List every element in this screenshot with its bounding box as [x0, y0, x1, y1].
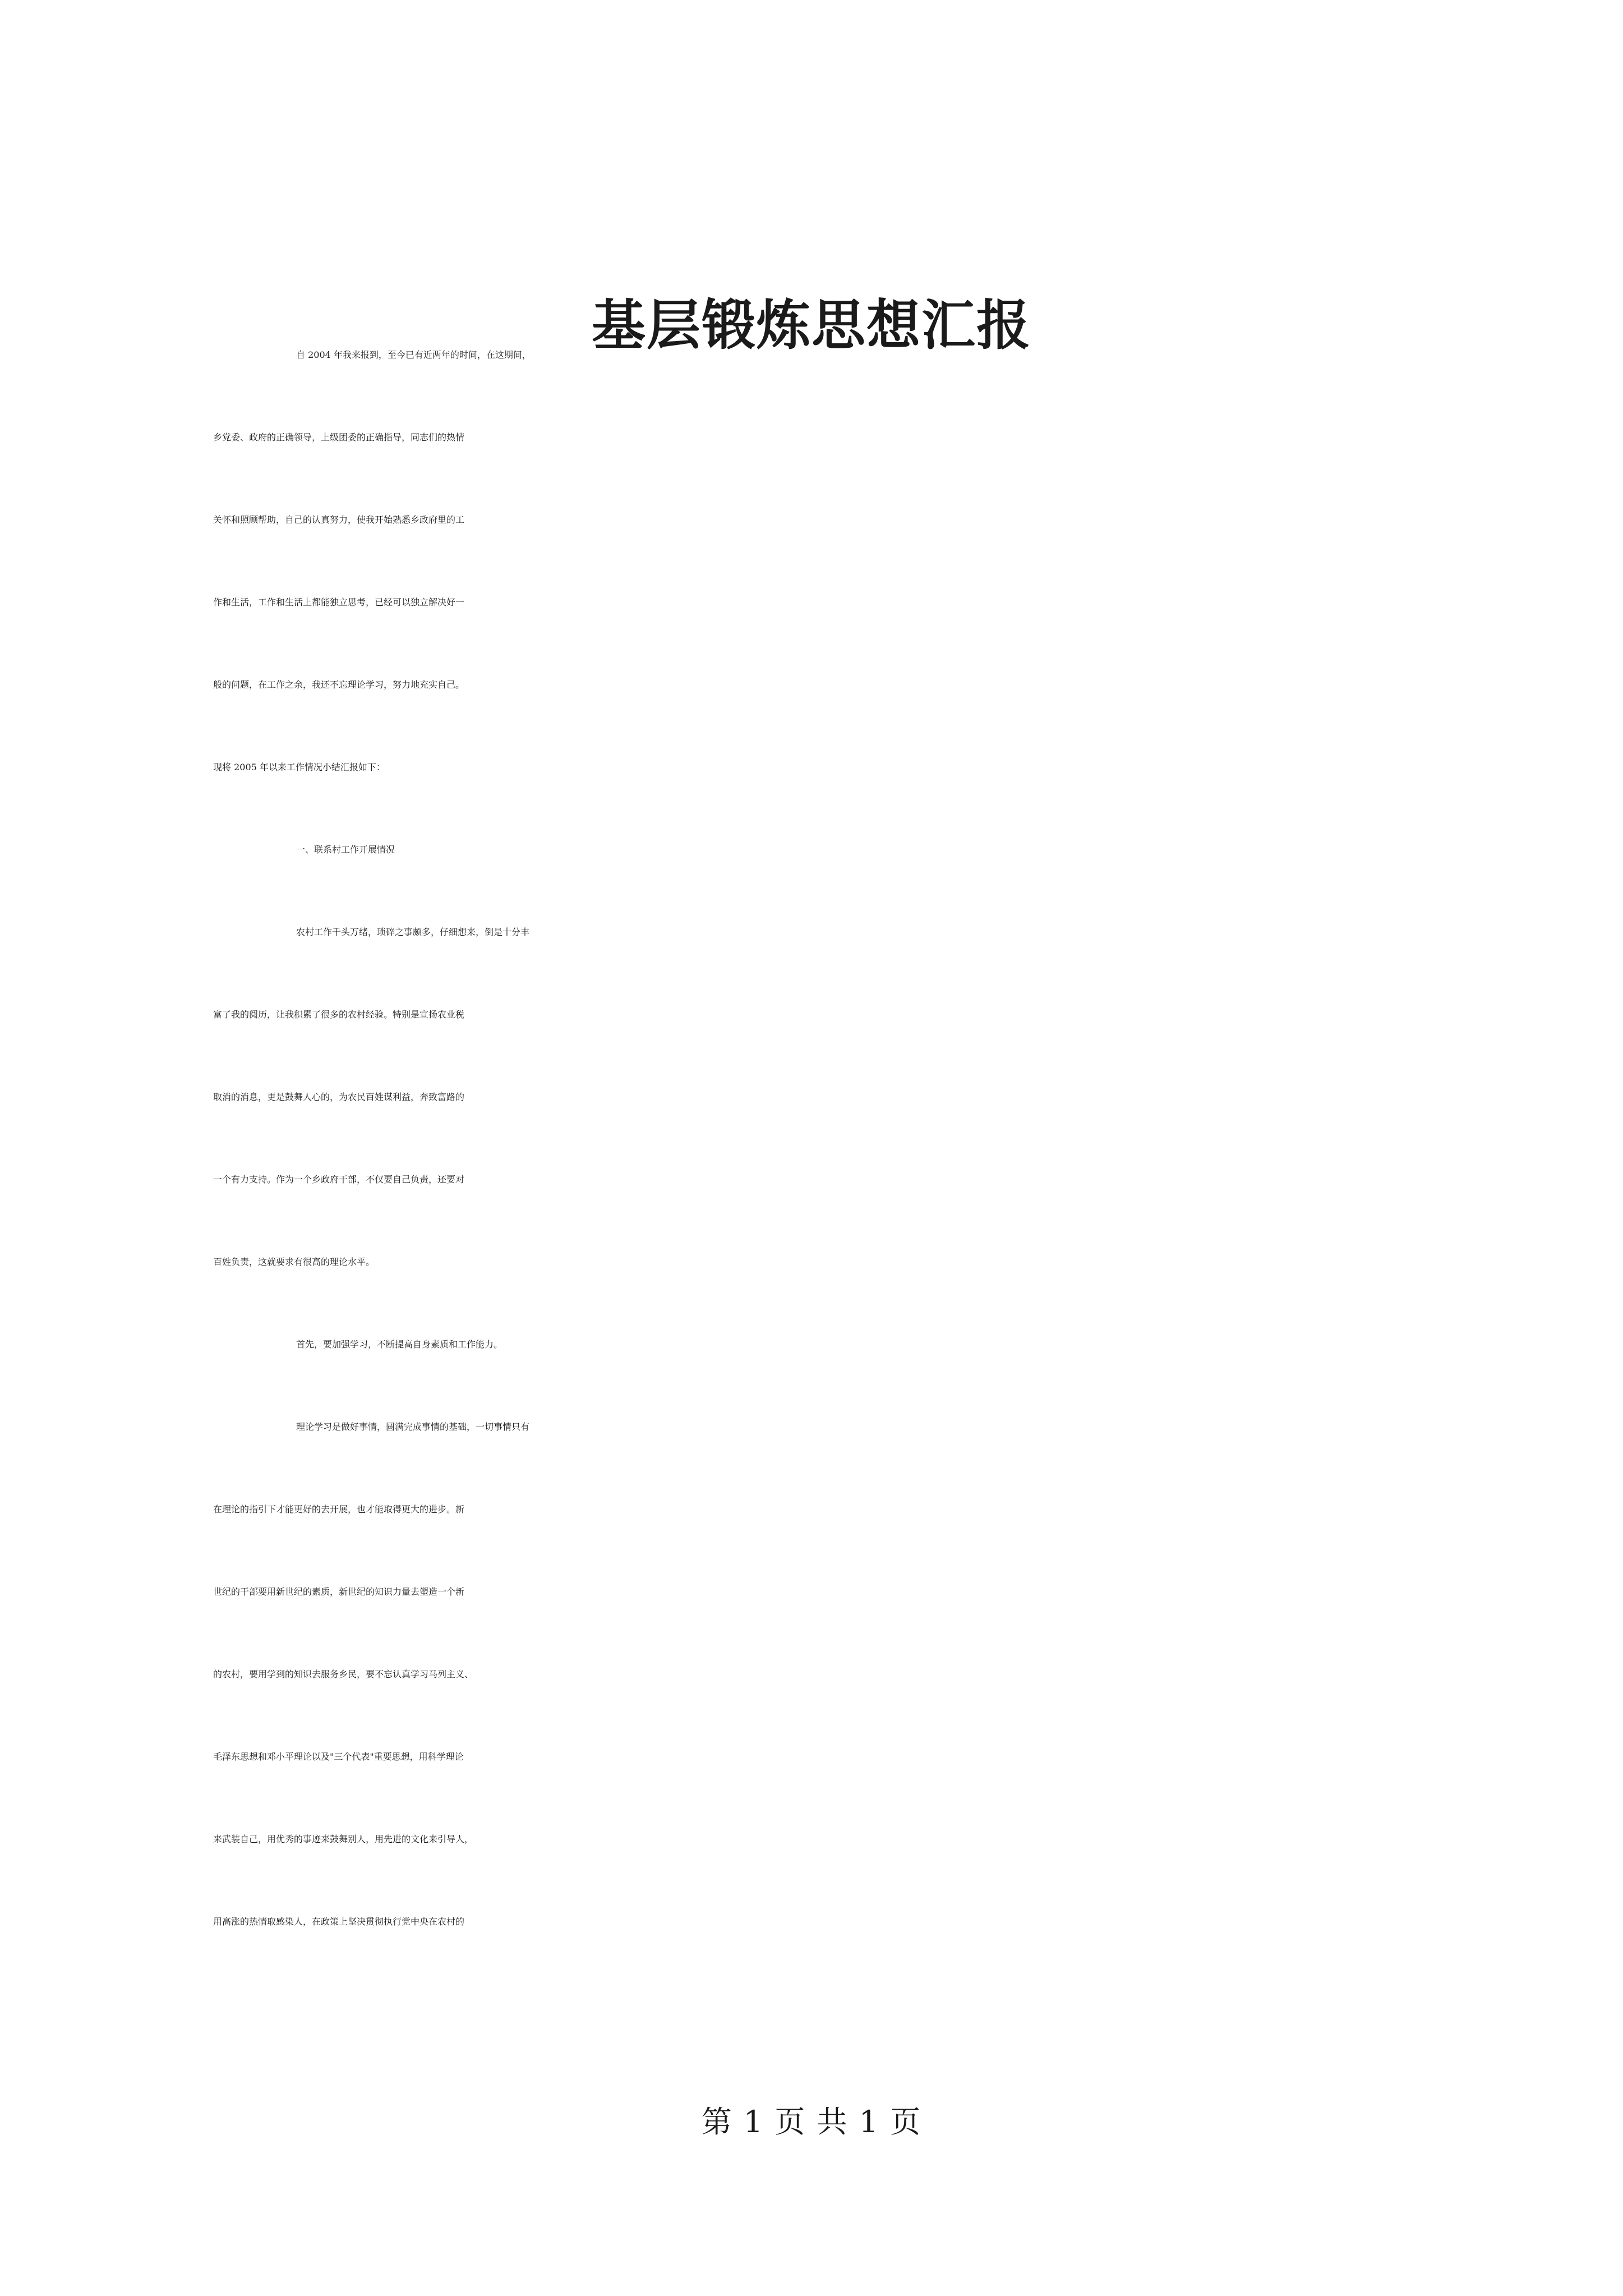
body-line: 的农村，要用学到的知识去服务乡民，要不忘认真学习马列主义、	[213, 1669, 474, 1680]
body-line: 首先，要加强学习，不断提高自身素质和工作能力。	[296, 1339, 503, 1350]
page-footer: 第 1 页 共 1 页	[701, 2104, 922, 2139]
body-line: 关怀和照顾帮助，自己的认真努力，使我开始熟悉乡政府里的工	[213, 514, 465, 525]
body-line: 一个有力支持。作为一个乡政府干部，不仅要自己负责，还要对	[213, 1174, 465, 1185]
body-line: 在理论的指引下才能更好的去开展，也才能取得更大的进步。新	[213, 1504, 465, 1515]
body-line: 百姓负责，这就要求有很高的理论水平。	[213, 1257, 375, 1267]
body-line: 现将 2005 年以来工作情况小结汇报如下：	[213, 762, 385, 772]
body-line: 用高涨的热情取感染人，在政策上坚决贯彻执行党中央在农村的	[213, 1916, 465, 1927]
document-body	[213, 348, 1413, 1997]
body-line: 般的问题，在工作之余，我还不忘理论学习，努力地充实自己。	[213, 679, 465, 690]
body-line: 取消的消息，更是鼓舞人心的，为农民百姓谋利益，奔致富路的	[213, 1092, 465, 1102]
body-line: 作和生活，工作和生活上都能独立思考，已经可以独立解决好一	[213, 597, 465, 608]
body-line: 世纪的干部要用新世纪的素质，新世纪的知识力量去塑造一个新	[213, 1586, 465, 1597]
body-line: 农村工作千头万绪，琐碎之事颇多，仔细想来，倒是十分丰	[296, 927, 530, 937]
body-line: 自 2004 年我来报到，至今已有近两年的时间，在这期间，	[296, 349, 531, 360]
body-line: 毛泽东思想和邓小平理论以及"三个代表"重要思想，用科学理论	[213, 1751, 464, 1762]
section-heading: 一、联系村工作开展情况	[296, 844, 395, 855]
body-line: 乡党委、政府的正确领导，上级团委的正确指导，同志们的热情	[213, 432, 465, 443]
body-line: 富了我的阅历，让我积累了很多的农村经验。特别是宣扬农业税	[213, 1009, 465, 1020]
document-title: 基层锻炼思想汇报	[592, 293, 1031, 357]
body-line: 理论学习是做好事情，圆满完成事情的基础，一切事情只有	[296, 1421, 530, 1432]
body-line: 来武装自己，用优秀的事迹来鼓舞别人，用先进的文化来引导人，	[213, 1834, 474, 1844]
